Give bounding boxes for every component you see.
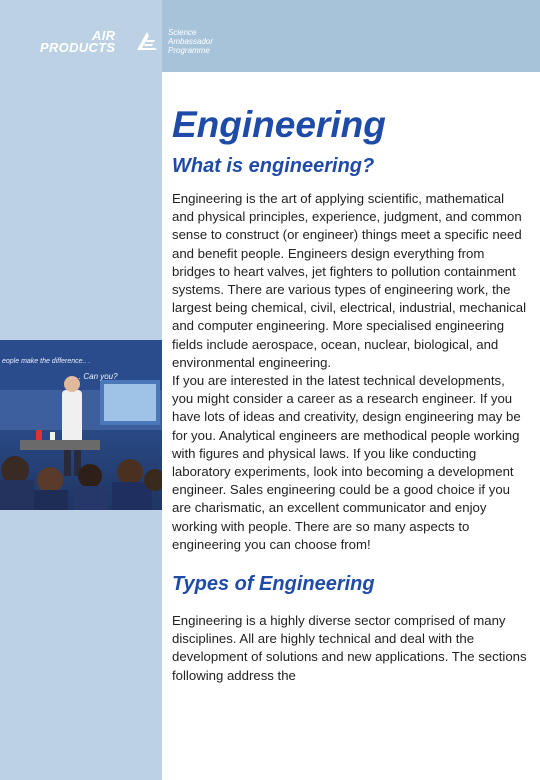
photo-banner-text: eople make the difference.. .: [2, 358, 91, 365]
main-content: [172, 100, 527, 685]
paragraph-intro: Engineering is the art of applying scientific, mathematical and physical principles, experience, judgment, and common sense to construct (or engineer) things meet a specific need and benefit people. Engineers design everything from bridges to heart valves, jet fighters to pollution containment systems. There are various types of engineering work, the largest being chemical, civil, electrical, industrial, mechanical and computer engineering. More specialised engineering fields include aerospace, ocean, nuclear, biological, and environmental engineering.: [172, 191, 527, 370]
programme-line: Programme: [168, 46, 210, 55]
section-subtitle: What is engineering?: [172, 155, 375, 177]
air-products-logo: [40, 30, 115, 54]
air-products-mark-icon: [135, 30, 159, 52]
science-ambassador-programme: [168, 28, 213, 55]
photo-banner-text-2: . . . Can you?: [70, 372, 118, 381]
classroom-scene-image: [0, 340, 162, 510]
paragraph-types: Engineering is a highly diverse sector comprised of many disciplines. All are highly technical and deal with the development of solutions and new applications. The sections following address the: [172, 613, 527, 683]
section-heading-types: Types of Engineering: [172, 573, 375, 596]
paragraph-careers: If you are interested in the latest technical developments, you might consider a career as a research engineer. If you have lots of ideas and creativity, design engineering may be for you. Analytical engineers are methodical people working with figures and physical laws. If you like conducting laboratory experiments, look into becoming a development engineer. Sales engineering could be a good choice if you are charismatic, an excellent communicator and enjoy working with people. There are so many aspects to engineering you can choose from!: [172, 373, 521, 552]
classroom-photo: [0, 340, 162, 510]
page-title: Engineering: [172, 104, 386, 145]
programme-line: Science: [168, 28, 197, 37]
logo-line-air: AIR: [92, 28, 116, 43]
logo-line-products: PRODUCTS: [40, 40, 116, 55]
programme-line: Ambassador: [168, 37, 213, 46]
